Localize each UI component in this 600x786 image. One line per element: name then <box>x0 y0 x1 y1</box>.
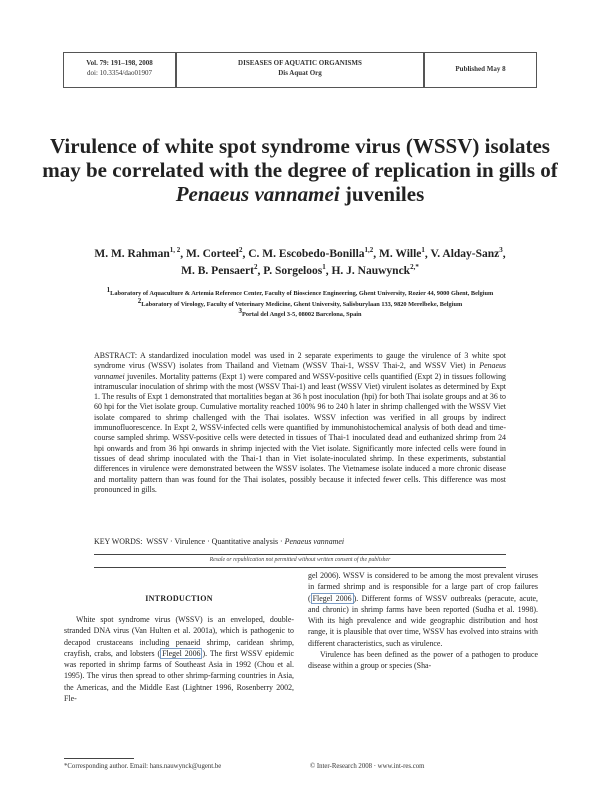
copyright: © Inter-Research 2008 · www.int-res.com <box>310 763 425 770</box>
author-affil-mark: 1 <box>322 263 326 272</box>
title-species: Penaeus vannamei <box>175 182 340 206</box>
affil-text: Portal del Angel 3-5, 08002 Barcelona, Spain <box>241 310 362 318</box>
paragraph-text: White spot syndrome virus (WSSV) is an enveloped, double-stranded DNA virus (Van Hulten et al. 2001a), which is pathogenic to decapod crustaceans including penaeid shrimp, caridean shrimp, crayfish, crabs, and lobsters ( <box>64 615 294 658</box>
author-affil-mark: 2,* <box>410 263 419 272</box>
abstract-species: Penaeus vannamei <box>94 361 506 381</box>
left-column <box>64 614 294 704</box>
affil-mark: 3 <box>238 306 242 315</box>
keywords-label: KEY WORDS: <box>94 537 143 546</box>
footnote-divider <box>64 758 134 759</box>
abstract <box>94 351 506 495</box>
author-name: M. Wille <box>379 248 422 260</box>
paragraph-text: ). Different forms of WSSV outbreaks (peracute, acute, and chronic) in shrimp farms have been reported (Sudha et al. 1998). With its high prevalence and wide geographic distribution and host range, it is plausible that over time, WSSV has evolved into strains with different characteristics, such as virulence. <box>308 593 538 648</box>
intro-paragraph: Virulence has been defined as the power of a pathogen to produce disease within a group or species (Sha- <box>308 650 538 671</box>
author-affil-mark: 1,2 <box>364 246 374 255</box>
citation-link[interactable]: Flegel 2006 <box>162 648 201 658</box>
doi-line: doi: 10.3354/dao01907 <box>87 69 152 77</box>
keywords-text: WSSV · Virulence · Quantitative analysis · <box>146 537 285 546</box>
affiliations <box>60 285 540 319</box>
volume-line: Vol. 79: 191–198, 2008 <box>86 59 153 67</box>
keywords-species: Penaeus vannamei <box>284 537 345 546</box>
header-published-box <box>424 52 537 88</box>
header-journal-box <box>176 52 424 88</box>
paragraph-text: gel 2006). WSSV is considered to be among the most prevalent viruses in farmed shrimp and is responsible for a large part of crop failures ( <box>308 571 538 603</box>
published-date: Published May 8 <box>455 65 506 73</box>
affil-mark: 2 <box>137 297 142 306</box>
abstract-text-cont: juveniles. Mortality patterns (Expt 1) were compared and WSSV-positive cells quantified (Expt 2) in tissues following intramuscular inoculation of shrimp with the most (WSSV Thai-1) and least (WSSV Viet) virulent isolates as determined by Expt 1. The results of Expt 1 demonstrated that mortalities began at 36 h post inoculation (hpi) for both Thai isolate groups and at 36 to 60 hpi for the Viet isolate group. Cumulative mortality reached 100% 96 to 240 h later in shrimp challenged with the WSSV Viet isolate compared to shrimp challenged with the Thai isolates. WSSV infection was verified in all groups by indirect immunofluorescence. In Expt 2, WSSV-infected cells were quantified by immunohistochemical analysis of both dead and time-course sampled shrimp. WSSV-positive cells were detected in tissues of Thai-1 inoculated dead and euthanized shrimp from 24 hpi onwards and from 36 hpi onwards in shrimp injected with the Viet isolate. Significantly more infected cells were found in tissues of dead shrimp inoculated with the Thai-1 than in Viet isolate-inoculated shrimp. In these experiments, substantial differences in virulence were demonstrated between the WSSV isolates. The Vietnamese isolate induced a more chronic disease and mortality pattern than was found for the Thai isolates, possibly because it infected fewer cells. This difference was most pronounced in gills. <box>94 371 506 494</box>
affiliation-1 <box>60 285 540 298</box>
section-heading: INTRODUCTION <box>145 594 213 603</box>
title-text: Virulence of white spot syndrome virus (WSSV) isolates may be correlated with the degree of replication in gills of <box>42 134 558 182</box>
affiliation-3 <box>60 306 540 319</box>
author-name: C. M. Escobedo-Bonilla <box>248 248 365 260</box>
corresponding-author: *Corresponding author. Email: hans.nauwynck@ugent.be <box>64 763 222 770</box>
header-vol-box <box>63 52 176 88</box>
author-affil-mark: 3 <box>499 246 503 255</box>
affiliation-2 <box>60 297 540 309</box>
affil-text: Laboratory of Aquaculture & Artemia Reference Center, Faculty of Bioscience Engineering, Ghent University, Rozier 44, 9000 Ghent, Belgium <box>110 290 494 297</box>
author-list: M. M. Rahman$^{1, 2}$, M. Corteel$^2$, C. M. Escobedo-Bonilla$^{1,2}$, M. Wille$^1$, V. Alday-Sanz$^3$, M. B. Pensaert$^2$, P. Sorgeloos$^1$, H. J. Nauwynck$^{2,*}$ <box>94 246 506 277</box>
author-affil-mark: 2 <box>238 246 243 255</box>
divider <box>94 567 506 568</box>
affil-mark: 1 <box>106 285 111 294</box>
paragraph-text: ). The first WSSV epidemic was reported in shrimp farms of Southeast Asia in 1992 (Chou et al. 1995). The virus then spread to other shrimp-farming countries in Asia, the Americas, and the Middle East (Lightner 1996, Rosenberry 2002, Fle- <box>64 648 294 704</box>
author-name: V. Alday-Sanz <box>430 248 500 260</box>
author-name: H. J. Nauwynck <box>331 265 411 277</box>
author-name: P. Sorgeloos <box>263 265 323 277</box>
divider <box>94 554 506 555</box>
author-name: M. B. Pensaert <box>181 265 254 277</box>
intro-paragraph-cont <box>308 570 538 649</box>
intro-paragraph <box>64 614 294 704</box>
right-column <box>308 570 538 672</box>
journal-name: DISEASES OF AQUATIC ORGANISMS <box>238 59 362 67</box>
title-text-end: juveniles <box>339 182 425 206</box>
author-name: M. Corteel <box>185 248 239 260</box>
journal-abbr: Dis Aquat Org <box>278 69 322 77</box>
article-title <box>40 134 560 206</box>
resale-notice: Resale or republication not permitted without written consent of the publisher <box>209 557 391 563</box>
affil-text: Laboratory of Virology, Faculty of Veterinary Medicine, Ghent University, Salisburylaan 133, 9820 Merelbeke, Belgium <box>141 301 463 309</box>
author-affil-mark: 2 <box>253 263 258 272</box>
author-affil-mark: 1, 2 <box>169 246 181 255</box>
author-name: M. M. Rahman <box>94 248 170 260</box>
abstract-text: ABSTRACT: A standardized inoculation model was used in 2 separate experiments to gauge the virulence of 3 white spot syndrome virus (WSSV) isolates from Thailand and Vietnam (WSSV Thai-1, WSSV Thai-2, and WSSV Viet) in <box>94 351 506 371</box>
author-affil-mark: 1 <box>421 246 425 255</box>
citation-link[interactable]: Flegel 2006 <box>312 593 352 603</box>
keywords <box>94 537 344 546</box>
